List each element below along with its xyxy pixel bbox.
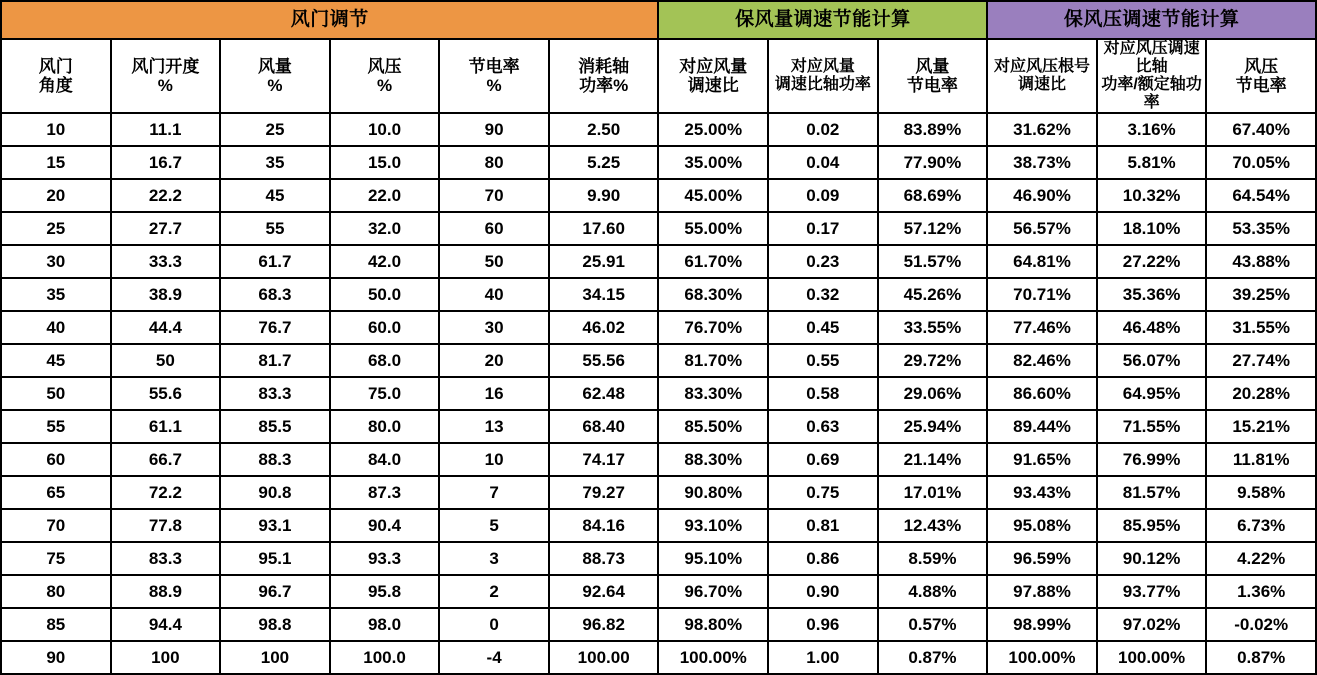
table-cell: 20.28% xyxy=(1206,377,1316,410)
col-header-airflow-pct: 风量 % xyxy=(220,39,330,113)
group-header-airflow-speed: 保风量调速节能计算 xyxy=(658,1,987,39)
table-cell: 40 xyxy=(439,278,549,311)
table-cell: 0.90 xyxy=(768,575,878,608)
table-cell: 0.09 xyxy=(768,179,878,212)
table-cell: 5.81% xyxy=(1097,146,1207,179)
table-cell: 29.06% xyxy=(878,377,988,410)
table-cell: 45 xyxy=(1,344,111,377)
table-cell: 98.8 xyxy=(220,608,330,641)
table-cell: 89.44% xyxy=(987,410,1097,443)
table-cell: 80 xyxy=(439,146,549,179)
table-cell: 60 xyxy=(439,212,549,245)
table-cell: 17.01% xyxy=(878,476,988,509)
table-cell: 94.4 xyxy=(111,608,221,641)
table-cell: 15 xyxy=(1,146,111,179)
table-row xyxy=(1,245,1316,278)
table-row xyxy=(1,443,1316,476)
table-cell: 95.10% xyxy=(658,542,768,575)
group-header-pressure-speed: 保风压调速节能计算 xyxy=(987,1,1316,39)
table-cell: 46.90% xyxy=(987,179,1097,212)
table-cell: 84.16 xyxy=(549,509,659,542)
table-cell: 0.81 xyxy=(768,509,878,542)
table-cell: 100 xyxy=(220,641,330,674)
table-row xyxy=(1,179,1316,212)
table-cell: 32.0 xyxy=(330,212,440,245)
table-cell: 35.36% xyxy=(1097,278,1207,311)
table-cell: 0.58 xyxy=(768,377,878,410)
table-cell: 35.00% xyxy=(658,146,768,179)
table-cell: 72.2 xyxy=(111,476,221,509)
table-cell: 0.23 xyxy=(768,245,878,278)
col-header-damper-opening: 风门开度 % xyxy=(111,39,221,113)
table-cell: 85.95% xyxy=(1097,509,1207,542)
table-cell: 95.8 xyxy=(330,575,440,608)
table-cell: 61.1 xyxy=(111,410,221,443)
table-cell: 15.21% xyxy=(1206,410,1316,443)
table-cell: 13 xyxy=(439,410,549,443)
table-cell: 17.60 xyxy=(549,212,659,245)
table-cell: 62.48 xyxy=(549,377,659,410)
table-cell: 90.4 xyxy=(330,509,440,542)
table-cell: 85 xyxy=(1,608,111,641)
table-cell: 20 xyxy=(1,179,111,212)
table-cell: 44.4 xyxy=(111,311,221,344)
table-cell: 67.40% xyxy=(1206,113,1316,146)
table-cell: 70 xyxy=(1,509,111,542)
table-cell: 50.0 xyxy=(330,278,440,311)
table-cell: 2.50 xyxy=(549,113,659,146)
table-cell: 7 xyxy=(439,476,549,509)
col-header-pressure-ratio-shaft-power: 对应风压调速比轴 功率/额定轴功率 xyxy=(1097,39,1207,113)
table-cell: 18.10% xyxy=(1097,212,1207,245)
table-cell: 96.59% xyxy=(987,542,1097,575)
table-cell: 90.12% xyxy=(1097,542,1207,575)
table-cell: 50 xyxy=(111,344,221,377)
table-cell: 0.57% xyxy=(878,608,988,641)
group-header-row xyxy=(1,1,1316,39)
table-cell: 6.73% xyxy=(1206,509,1316,542)
table-cell: 85.5 xyxy=(220,410,330,443)
table-cell: 10 xyxy=(439,443,549,476)
table-cell: 100.00 xyxy=(549,641,659,674)
table-cell: 96.70% xyxy=(658,575,768,608)
table-cell: 30 xyxy=(439,311,549,344)
table-cell: -0.02% xyxy=(1206,608,1316,641)
table-cell: 60 xyxy=(1,443,111,476)
table-cell: 27.7 xyxy=(111,212,221,245)
table-cell: 75.0 xyxy=(330,377,440,410)
table-cell: 0.69 xyxy=(768,443,878,476)
table-header xyxy=(1,1,1316,113)
table-cell: 93.77% xyxy=(1097,575,1207,608)
table-cell: 3 xyxy=(439,542,549,575)
table-cell: 97.88% xyxy=(987,575,1097,608)
table-cell: 16.7 xyxy=(111,146,221,179)
table-row xyxy=(1,113,1316,146)
table-row xyxy=(1,377,1316,410)
table-cell: 10 xyxy=(1,113,111,146)
table-cell: 93.1 xyxy=(220,509,330,542)
table-cell: 30 xyxy=(1,245,111,278)
table-cell: 0.02 xyxy=(768,113,878,146)
table-cell: 25.00% xyxy=(658,113,768,146)
table-cell: 71.55% xyxy=(1097,410,1207,443)
table-row xyxy=(1,575,1316,608)
table-cell: 95.1 xyxy=(220,542,330,575)
table-cell: 68.40 xyxy=(549,410,659,443)
table-cell: 88.73 xyxy=(549,542,659,575)
table-row xyxy=(1,608,1316,641)
table-cell: 65 xyxy=(1,476,111,509)
table-cell: 100.00% xyxy=(987,641,1097,674)
table-cell: 9.90 xyxy=(549,179,659,212)
table-row xyxy=(1,278,1316,311)
table-cell: 46.02 xyxy=(549,311,659,344)
table-cell: 75 xyxy=(1,542,111,575)
table-cell: 45.00% xyxy=(658,179,768,212)
table-cell: 0.17 xyxy=(768,212,878,245)
col-header-damper-angle: 风门 角度 xyxy=(1,39,111,113)
table-cell: 55 xyxy=(220,212,330,245)
table-cell: 92.64 xyxy=(549,575,659,608)
table-cell: 76.7 xyxy=(220,311,330,344)
table-cell: 80.0 xyxy=(330,410,440,443)
table-cell: 34.15 xyxy=(549,278,659,311)
table-cell: 0.32 xyxy=(768,278,878,311)
table-cell: 70.71% xyxy=(987,278,1097,311)
col-header-pressure-sqrt-ratio: 对应风压根号 调速比 xyxy=(987,39,1097,113)
table-cell: 0.04 xyxy=(768,146,878,179)
table-row xyxy=(1,212,1316,245)
table-cell: 27.22% xyxy=(1097,245,1207,278)
table-cell: 38.9 xyxy=(111,278,221,311)
table-cell: 96.82 xyxy=(549,608,659,641)
table-cell: 0.63 xyxy=(768,410,878,443)
table-cell: 11.1 xyxy=(111,113,221,146)
table-cell: 76.99% xyxy=(1097,443,1207,476)
table-cell: 93.3 xyxy=(330,542,440,575)
table-cell: 0.75 xyxy=(768,476,878,509)
table-cell: 56.07% xyxy=(1097,344,1207,377)
table-cell: 10.0 xyxy=(330,113,440,146)
table-row xyxy=(1,542,1316,575)
table-cell: 55.56 xyxy=(549,344,659,377)
table-cell: 25 xyxy=(1,212,111,245)
table-cell: 100 xyxy=(111,641,221,674)
table-cell: 8.59% xyxy=(878,542,988,575)
table-row xyxy=(1,641,1316,674)
table-row xyxy=(1,410,1316,443)
table-cell: 81.7 xyxy=(220,344,330,377)
table-cell: 96.7 xyxy=(220,575,330,608)
table-row xyxy=(1,476,1316,509)
table-cell: 74.17 xyxy=(549,443,659,476)
table-cell: 81.70% xyxy=(658,344,768,377)
table-cell: 68.30% xyxy=(658,278,768,311)
table-cell: 5.25 xyxy=(549,146,659,179)
table-cell: 61.70% xyxy=(658,245,768,278)
table-cell: 90 xyxy=(1,641,111,674)
table-cell: 0.86 xyxy=(768,542,878,575)
table-cell: 98.0 xyxy=(330,608,440,641)
table-cell: 88.9 xyxy=(111,575,221,608)
table-cell: 45 xyxy=(220,179,330,212)
table-cell: 0.87% xyxy=(878,641,988,674)
table-cell: 27.74% xyxy=(1206,344,1316,377)
table-cell: 16 xyxy=(439,377,549,410)
table-cell: 22.0 xyxy=(330,179,440,212)
table-cell: 11.81% xyxy=(1206,443,1316,476)
table-cell: 0 xyxy=(439,608,549,641)
table-cell: 35 xyxy=(220,146,330,179)
table-cell: 90.8 xyxy=(220,476,330,509)
table-cell: 9.58% xyxy=(1206,476,1316,509)
table-cell: 4.88% xyxy=(878,575,988,608)
table-cell: 55.6 xyxy=(111,377,221,410)
table-cell: 2 xyxy=(439,575,549,608)
table-cell: 39.25% xyxy=(1206,278,1316,311)
table-cell: 0.45 xyxy=(768,311,878,344)
table-cell: 85.50% xyxy=(658,410,768,443)
table-cell: 91.65% xyxy=(987,443,1097,476)
table-cell: 86.60% xyxy=(987,377,1097,410)
table-row xyxy=(1,344,1316,377)
table-cell: 79.27 xyxy=(549,476,659,509)
table-cell: 38.73% xyxy=(987,146,1097,179)
table-cell: 20 xyxy=(439,344,549,377)
table-cell: 100.00% xyxy=(1097,641,1207,674)
table-cell: 88.30% xyxy=(658,443,768,476)
table-cell: 46.48% xyxy=(1097,311,1207,344)
table-cell: 64.81% xyxy=(987,245,1097,278)
table-cell: 45.26% xyxy=(878,278,988,311)
table-cell: 70 xyxy=(439,179,549,212)
table-cell: 77.46% xyxy=(987,311,1097,344)
table-cell: 25.94% xyxy=(878,410,988,443)
table-row xyxy=(1,509,1316,542)
table-cell: 88.3 xyxy=(220,443,330,476)
table-cell: 33.55% xyxy=(878,311,988,344)
table-cell: 77.90% xyxy=(878,146,988,179)
table-cell: 35 xyxy=(1,278,111,311)
table-cell: 40 xyxy=(1,311,111,344)
table-cell: 22.2 xyxy=(111,179,221,212)
table-cell: 100.0 xyxy=(330,641,440,674)
table-cell: 95.08% xyxy=(987,509,1097,542)
table-cell: 55.00% xyxy=(658,212,768,245)
table-cell: 81.57% xyxy=(1097,476,1207,509)
col-header-airflow-speed-ratio: 对应风量 调速比 xyxy=(658,39,768,113)
table-cell: 33.3 xyxy=(111,245,221,278)
table-cell: 31.55% xyxy=(1206,311,1316,344)
table-cell: 55 xyxy=(1,410,111,443)
table-cell: 21.14% xyxy=(878,443,988,476)
table-cell: 93.10% xyxy=(658,509,768,542)
col-header-airflow-speed-ratio-shaft-power: 对应风量 调速比轴功率 xyxy=(768,39,878,113)
table-cell: 25.91 xyxy=(549,245,659,278)
table-cell: 15.0 xyxy=(330,146,440,179)
table-cell: 5 xyxy=(439,509,549,542)
table-cell: 87.3 xyxy=(330,476,440,509)
table-row xyxy=(1,146,1316,179)
table-cell: 66.7 xyxy=(111,443,221,476)
column-header-row xyxy=(1,39,1316,113)
col-header-pressure-saving-rate: 风压 节电率 xyxy=(1206,39,1316,113)
table-cell: 90.80% xyxy=(658,476,768,509)
table-cell: 83.30% xyxy=(658,377,768,410)
col-header-pressure-pct: 风压 % xyxy=(330,39,440,113)
table-body xyxy=(1,113,1316,674)
col-header-power-saving-rate: 节电率 % xyxy=(439,39,549,113)
table-cell: 12.43% xyxy=(878,509,988,542)
table-cell: 70.05% xyxy=(1206,146,1316,179)
table-cell: 31.62% xyxy=(987,113,1097,146)
table-cell: 83.3 xyxy=(220,377,330,410)
table-cell: 98.80% xyxy=(658,608,768,641)
col-header-shaft-power-consumed: 消耗轴 功率% xyxy=(549,39,659,113)
table-cell: 29.72% xyxy=(878,344,988,377)
table-cell: 64.95% xyxy=(1097,377,1207,410)
table-cell: 57.12% xyxy=(878,212,988,245)
table-cell: 68.0 xyxy=(330,344,440,377)
table-cell: 83.89% xyxy=(878,113,988,146)
table-cell: 68.3 xyxy=(220,278,330,311)
table-cell: 0.55 xyxy=(768,344,878,377)
table-cell: 25 xyxy=(220,113,330,146)
table-cell: 76.70% xyxy=(658,311,768,344)
table-cell: 64.54% xyxy=(1206,179,1316,212)
table-cell: 0.87% xyxy=(1206,641,1316,674)
table-cell: 3.16% xyxy=(1097,113,1207,146)
table-cell: 0.96 xyxy=(768,608,878,641)
table-cell: 68.69% xyxy=(878,179,988,212)
table-cell: 82.46% xyxy=(987,344,1097,377)
table-cell: 80 xyxy=(1,575,111,608)
table-cell: 77.8 xyxy=(111,509,221,542)
table-cell: 42.0 xyxy=(330,245,440,278)
table-cell: 1.36% xyxy=(1206,575,1316,608)
table-cell: 98.99% xyxy=(987,608,1097,641)
table-cell: 43.88% xyxy=(1206,245,1316,278)
table-cell: 60.0 xyxy=(330,311,440,344)
table-cell: -4 xyxy=(439,641,549,674)
table-cell: 56.57% xyxy=(987,212,1097,245)
table-cell: 61.7 xyxy=(220,245,330,278)
table-cell: 50 xyxy=(1,377,111,410)
table-cell: 51.57% xyxy=(878,245,988,278)
table-cell: 10.32% xyxy=(1097,179,1207,212)
table-cell: 50 xyxy=(439,245,549,278)
table-cell: 83.3 xyxy=(111,542,221,575)
group-header-fan-damper: 风门调节 xyxy=(1,1,658,39)
table-cell: 93.43% xyxy=(987,476,1097,509)
table-cell: 4.22% xyxy=(1206,542,1316,575)
table-row xyxy=(1,311,1316,344)
col-header-airflow-saving-rate: 风量 节电率 xyxy=(878,39,988,113)
table-cell: 97.02% xyxy=(1097,608,1207,641)
table-cell: 90 xyxy=(439,113,549,146)
table-cell: 1.00 xyxy=(768,641,878,674)
table-cell: 100.00% xyxy=(658,641,768,674)
table-cell: 84.0 xyxy=(330,443,440,476)
table-cell: 53.35% xyxy=(1206,212,1316,245)
